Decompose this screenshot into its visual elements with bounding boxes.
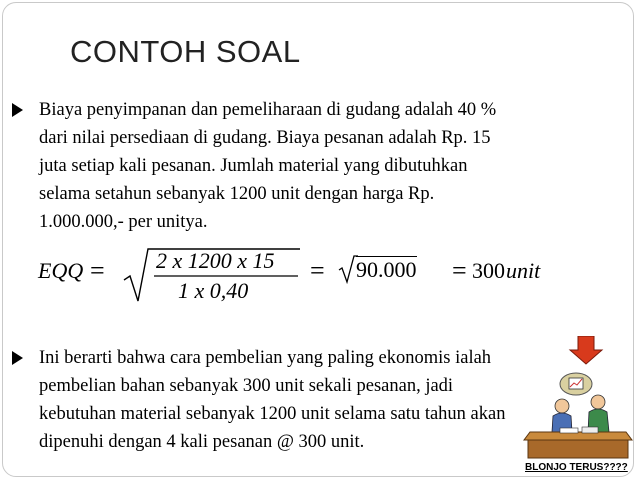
formula-unit: unit — [506, 258, 541, 283]
formula-lhs: EQQ — [38, 258, 84, 283]
paragraph-1 — [12, 96, 602, 236]
formula-equals-2: = — [310, 256, 325, 285]
paragraph-1-line: dari nilai persediaan di gudang. Biaya pesanan adalah Rp. 15 — [39, 128, 491, 148]
paragraph-1-line: Biaya penyimpanan dan pemeliharaan di gudang adalah 40 % — [39, 100, 497, 120]
paragraph-2-line: pembelian bahan sebanyak 300 unit sekali pesanan, jadi — [39, 376, 454, 396]
paragraph-1-line: 1.000.000,- per unitya. — [39, 212, 208, 232]
paragraph-2-line: Ini berarti bahwa cara pembelian yang paling ekonomis ialah — [39, 348, 492, 368]
formula-equals: = — [90, 256, 105, 285]
business-meeting-clipart — [520, 336, 636, 462]
formula-denominator: 1 x 0,40 — [178, 278, 249, 303]
paragraph-1-line: juta setiap kali pesanan. Jumlah material yang dibutuhkan — [39, 156, 468, 176]
bullet-icon — [12, 351, 23, 365]
paragraph-1-line: selama setahun sebanyak 1200 unit dengan harga Rp. — [39, 184, 435, 204]
bullet-icon — [12, 103, 23, 117]
paragraph-2-line: kebutuhan material sebanyak 1200 unit selama satu tahun akan — [39, 404, 506, 424]
radical-sign-icon — [338, 254, 358, 284]
formula-result: 300 — [472, 258, 505, 283]
paragraph-2-line: dipenuhi dengan 4 kali pesanan @ 300 unit. — [39, 432, 365, 452]
eoq-formula — [38, 244, 598, 306]
clipart-caption: BLONJO TERUS???? — [525, 462, 628, 473]
paragraph-2 — [12, 344, 572, 456]
formula-numerator: 2 x 1200 x 15 — [156, 248, 275, 273]
slide-title: CONTOH SOAL — [70, 34, 301, 69]
formula-sqrt-value: 90.000 — [356, 257, 417, 282]
formula-equals-3: = — [452, 256, 467, 285]
